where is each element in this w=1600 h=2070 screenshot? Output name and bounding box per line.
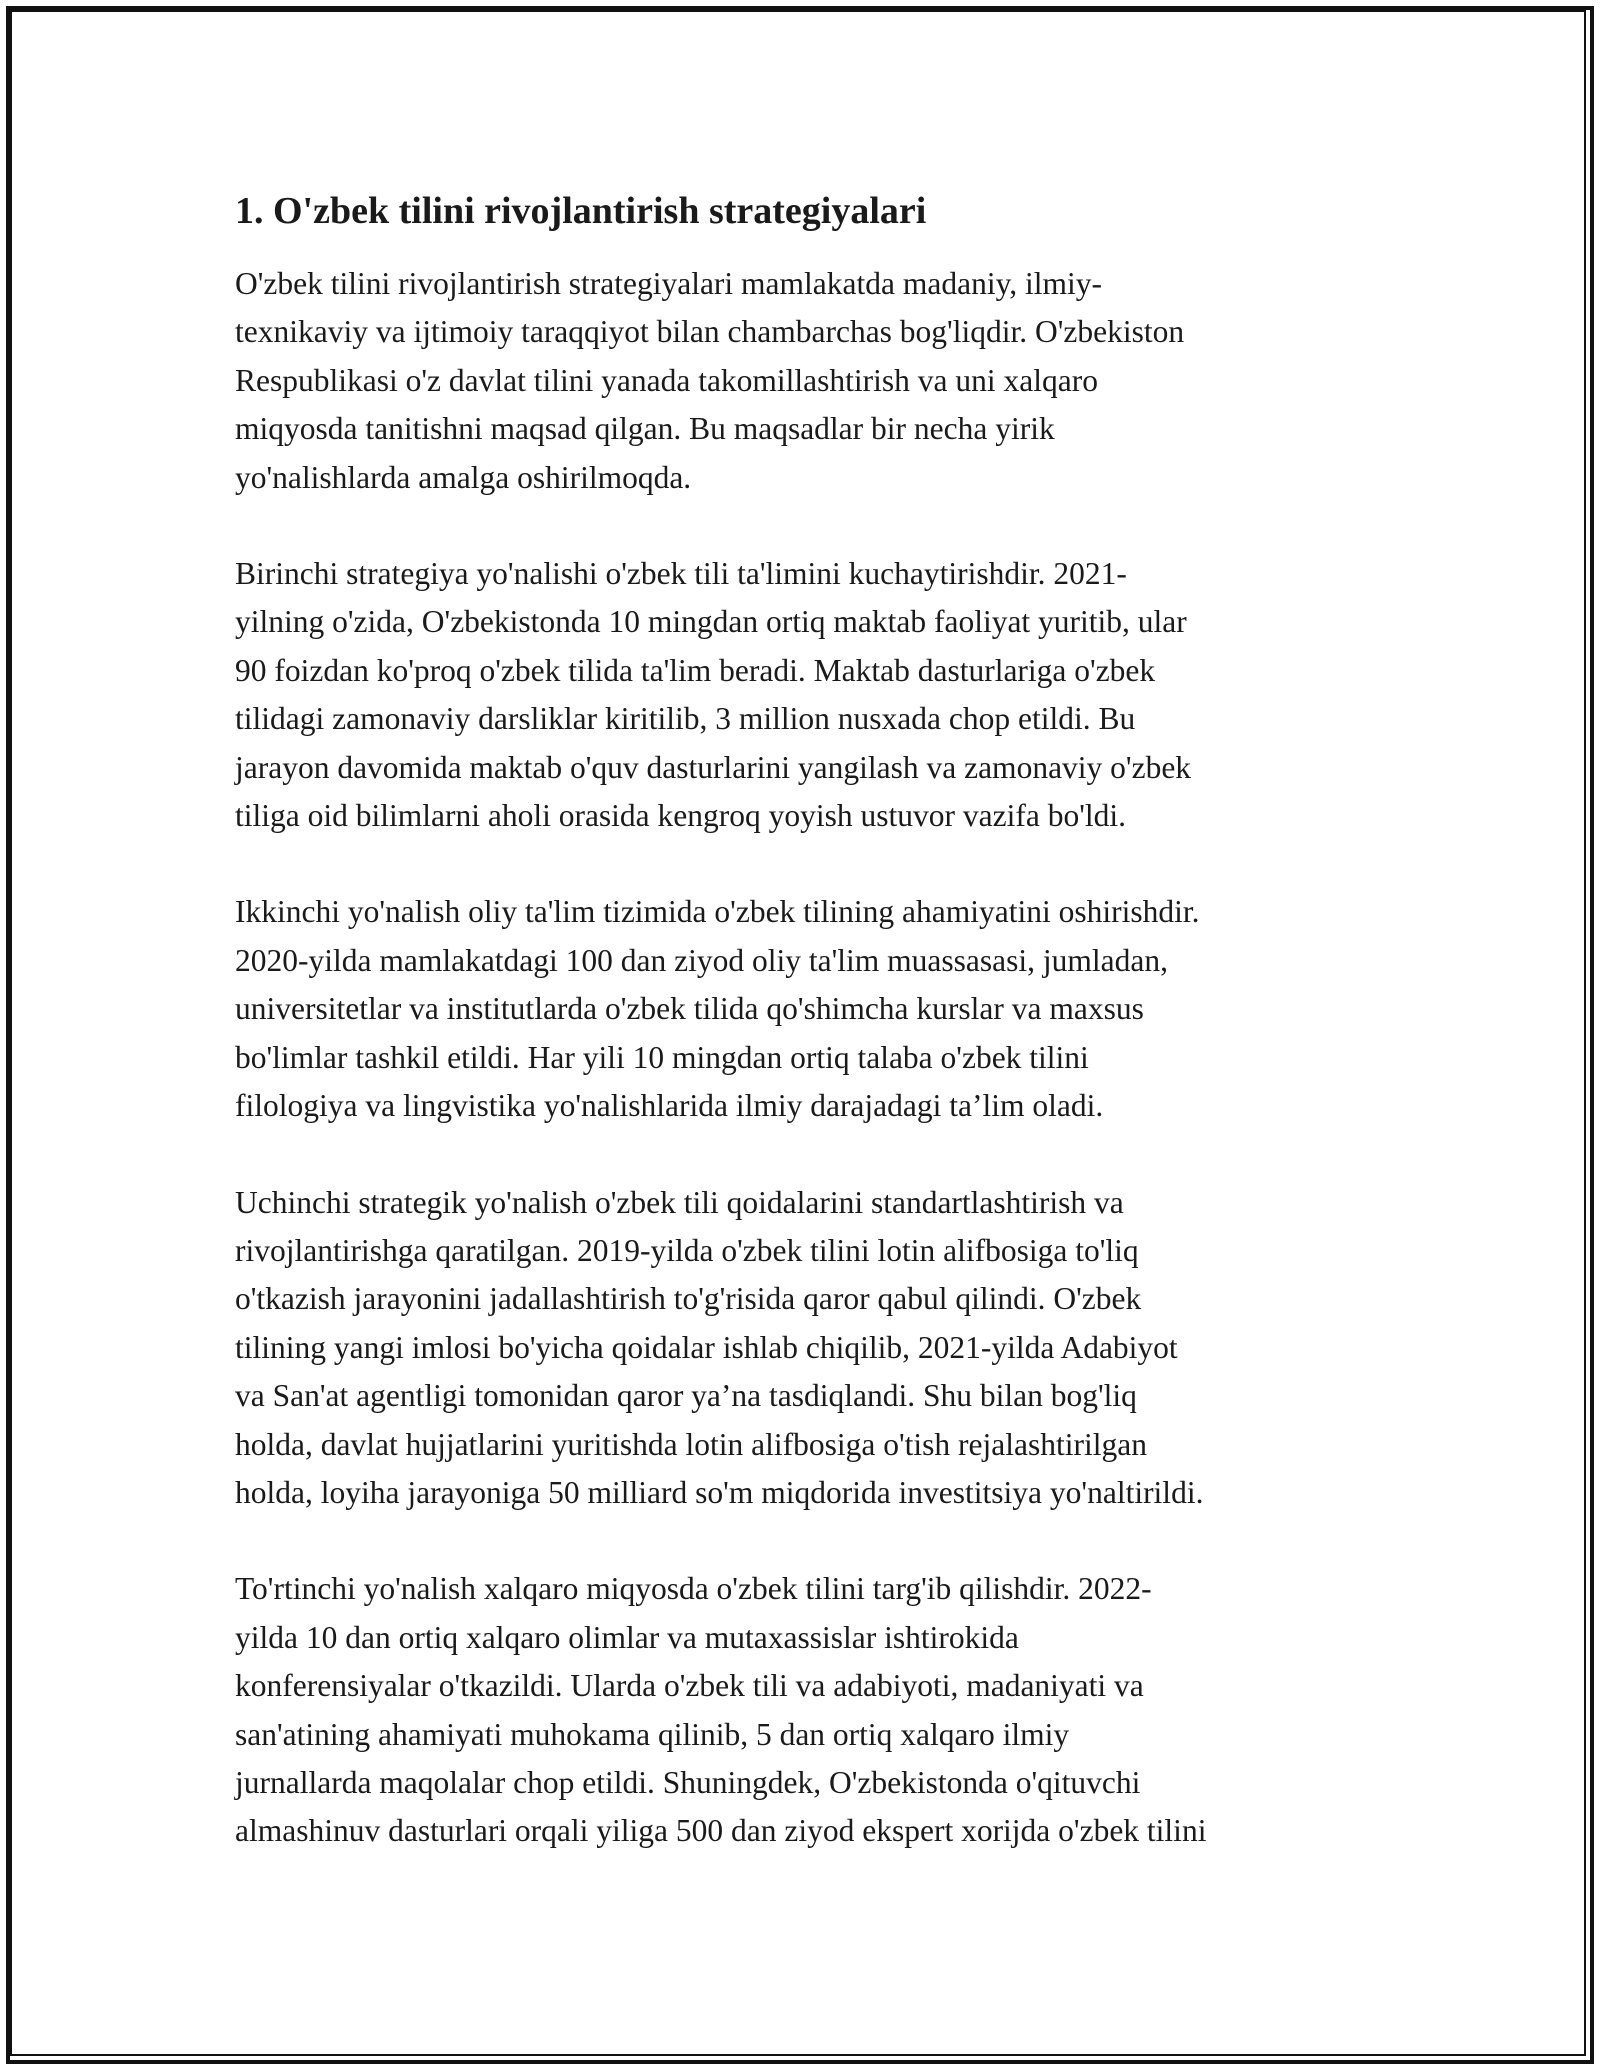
text-line: Uchinchi strategik yo'nalish o'zbek tili qoidalarini standartlashtirish va — [235, 1184, 1124, 1220]
text-line: O'zbek tilini rivojlantirish strategiyalari mamlakatda madaniy, ilmiy- — [235, 266, 1103, 301]
text-line: To'rtinchi yo'nalish xalqaro miqyosda o'zbek tilini targ'ib qilishdir. 2022- — [235, 1571, 1152, 1607]
text-line: jarayon davomida maktab o'quv dasturlarini yangilash va zamonaviy o'zbek — [235, 749, 1192, 785]
text-line: tilidagi zamonaviy darsliklar kiritilib, 3 million nusxada chop etildi. Bu — [235, 701, 1136, 737]
text-line: yo'nalishlarda amalga oshirilmoqda. — [235, 459, 692, 495]
text-line: holda, davlat hujjatlarini yuritishda lotin alifbosiga o'tish rejalashtirilgan — [235, 1426, 1147, 1462]
text-line: o'tkazish jarayonini jadallashtirish to'g'risida qaror qabul qilindi. O'zbek — [235, 1281, 1142, 1317]
section-heading: 1. O'zbek tilini rivojlantirish strategiyalari — [235, 190, 927, 232]
text-line: va San'at agentligi tomonidan qaror ya’na tasdiqlandi. Shu bilan bog'liq — [235, 1378, 1137, 1414]
text-line: miqyosda tanitishni maqsad qilgan. Bu maqsadlar bir necha yirik — [235, 411, 1055, 447]
text-line: konferensiyalar o'tkazildi. Ularda o'zbek tili va adabiyoti, madaniyati va — [235, 1668, 1144, 1704]
text-line: almashinuv dasturlari orqali yiliga 500 dan ziyod ekspert xorijda o'zbek tilini — [235, 1813, 1207, 1849]
text-line: texnikaviy va ijtimoiy taraqqiyot bilan chambarchas bog'liqdir. O'zbekiston — [235, 314, 1185, 350]
text-line: jurnallarda maqolalar chop etildi. Shuningdek, O'zbekistonda o'qituvchi — [235, 1764, 1141, 1800]
text-line: 2020-yilda mamlakatdagi 100 dan ziyod oliy ta'lim muassasasi, jumladan, — [235, 942, 1168, 978]
text-line: rivojlantirishga qaratilgan. 2019-yilda o'zbek tilini lotin alifbosiga to'liq — [235, 1232, 1139, 1268]
paragraph-fourth-strategy — [235, 1565, 1385, 1855]
text-line: Respublikasi o'z davlat tilini yanada takomillashtirish va uni xalqaro — [235, 362, 1098, 398]
text-line: holda, loyiha jarayoniga 50 milliard so'm miqdorida investitsiya yo'naltirildi. — [235, 1474, 1204, 1510]
text-line: universitetlar va institutlarda o'zbek tilida qo'shimcha kurslar va maxsus — [235, 991, 1144, 1027]
paragraph-intro — [235, 260, 1385, 502]
paragraph-second-strategy — [235, 888, 1385, 1130]
text-line: Ikkinchi yo'nalish oliy ta'lim tizimida o'zbek tilining ahamiyatini oshirishdir. — [235, 894, 1200, 930]
text-line: san'atining ahamiyati muhokama qilinib, 5 dan ortiq xalqaro ilmiy — [235, 1716, 1070, 1752]
text-line: yilda 10 dan ortiq xalqaro olimlar va mutaxassislar ishtirokida — [235, 1619, 1019, 1655]
document-body — [235, 188, 1385, 1904]
text-line: bo'limlar tashkil etildi. Har yili 10 mingdan ortiq talaba o'zbek tilini — [235, 1039, 1089, 1075]
text-line: yilning o'zida, O'zbekistonda 10 mingdan ortiq maktab faoliyat yuritib, ular — [235, 604, 1187, 640]
text-line: tiliga oid bilimlarni aholi orasida kengroq yoyish ustuvor vazifa bo'ldi. — [235, 798, 1127, 834]
paragraph-third-strategy — [235, 1179, 1385, 1518]
text-line: Birinchi strategiya yo'nalishi o'zbek tili ta'limini kuchaytirishdir. 2021- — [235, 556, 1127, 592]
text-line: filologiya va lingvistika yo'nalishlarida ilmiy darajadagi ta’lim oladi. — [235, 1088, 1104, 1124]
text-line: tilining yangi imlosi bo'yicha qoidalar ishlab chiqilib, 2021-yilda Adabiyot — [235, 1329, 1178, 1365]
paragraph-first-strategy — [235, 550, 1385, 840]
text-line: 90 foizdan ko'proq o'zbek tilida ta'lim beradi. Maktab dasturlariga o'zbek — [235, 652, 1156, 688]
